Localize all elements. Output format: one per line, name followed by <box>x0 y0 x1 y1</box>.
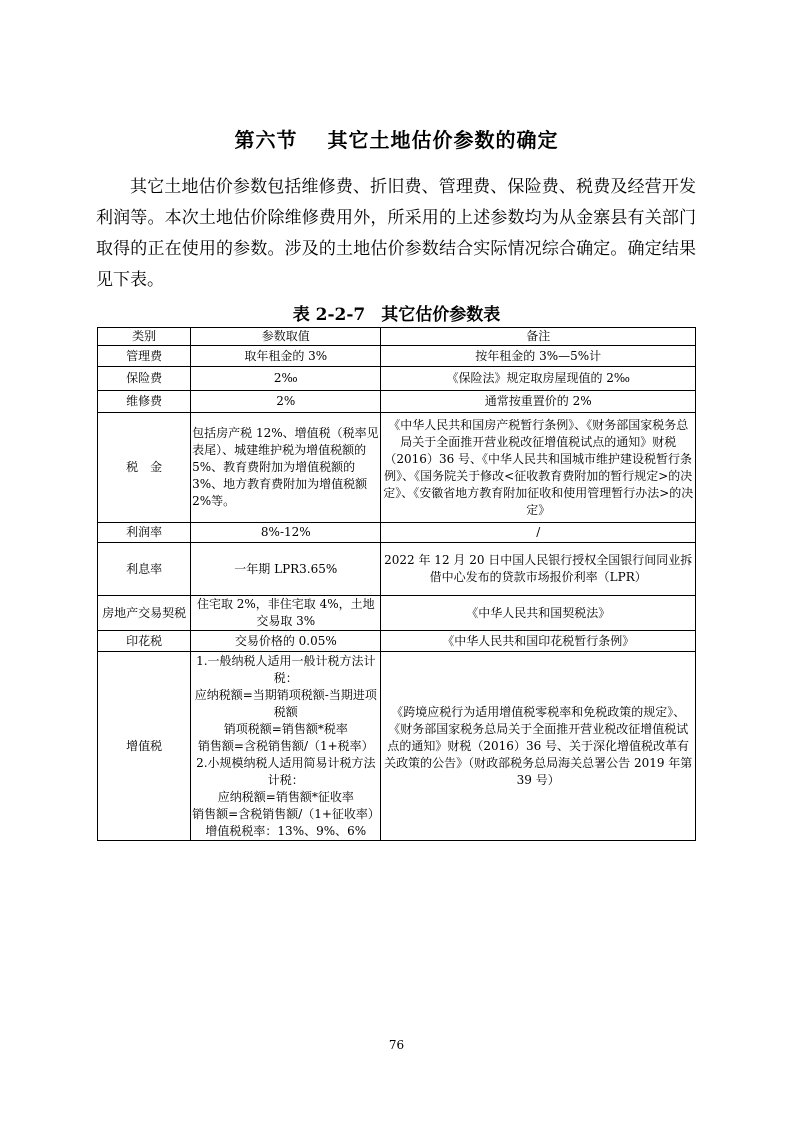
row-note: 按年租金的 3%—5%计 <box>381 346 696 367</box>
vat-line: 2.小规模纳税人适用简易计税方法计税： <box>196 755 376 787</box>
header-category: 类别 <box>98 328 191 346</box>
table-row <box>98 367 696 391</box>
row-category: 管理费 <box>98 346 191 367</box>
table-row <box>98 652 696 841</box>
row-note: 《中华人民共和国印花税暂行条例》 <box>381 631 696 652</box>
row-category: 利息率 <box>98 543 191 596</box>
vat-line: 应纳税额=销售额*征收率 <box>217 789 354 804</box>
row-note: 《保险法》规定取房屋现值的 2‰ <box>381 367 696 391</box>
row-value: 包括房产税 12%、增值税（税率见表尾）、城建维护税为增值税额的 5%、教育费附加为增值税额的 3%、地方教育费附加为增值税额 2%等。 <box>191 413 381 523</box>
vat-line: 销售额=含税销售额/（1+征收率） <box>192 806 380 821</box>
row-value: 2‰ <box>191 367 381 391</box>
row-value: 住宅取 2%，非住宅取 4%，土地交易取 3% <box>191 596 381 631</box>
table-row <box>98 391 696 413</box>
row-category: 维修费 <box>98 391 191 413</box>
table-row <box>98 346 696 367</box>
table-row <box>98 596 696 631</box>
row-value <box>191 652 381 841</box>
row-category: 增值税 <box>98 652 191 841</box>
row-note: 2022 年 12 月 20 日中国人民银行授权全国银行间同业拆借中心发布的贷款市场报价利率（LPR） <box>381 543 696 596</box>
row-category: 利润率 <box>98 523 191 543</box>
header-note: 备注 <box>381 328 696 346</box>
row-value: 8%-12% <box>191 523 381 543</box>
row-value: 一年期 LPR3.65% <box>191 543 381 596</box>
table-row <box>98 631 696 652</box>
row-value: 交易价格的 0.05% <box>191 631 381 652</box>
row-category: 税 金 <box>98 413 191 523</box>
row-note: 通常按重置价的 2% <box>381 391 696 413</box>
row-category: 房地产交易契税 <box>98 596 191 631</box>
row-value: 2% <box>191 391 381 413</box>
vat-line: 增值税税率：13%、9%、6% <box>205 823 367 838</box>
row-note: 《跨境应税行为适用增值税零税率和免税政策的规定》、《财务部国家税务总局关于全面推开营业税改征增值税试点的通知》财税（2016）36 号、关于深化增值税改革有关政策的公告》（财政部税务总局海关总署公告 2019 年第 39 号） <box>381 652 696 841</box>
vat-line: 应纳税额=当期销项税额-当期进项税额 <box>194 687 377 719</box>
table-header-row <box>98 328 696 346</box>
vat-line: 1.一般纳税人适用一般计税方法计税： <box>196 653 376 685</box>
row-value: 取年租金的 3% <box>191 346 381 367</box>
row-category: 保险费 <box>98 367 191 391</box>
table-row <box>98 523 696 543</box>
vat-line: 销售额=含税销售额/（1+税率） <box>197 738 374 753</box>
section-heading: 其它土地估价参数的确定 <box>327 128 559 152</box>
table-row <box>98 543 696 596</box>
table-row <box>98 413 696 523</box>
row-note: 《中华人民共和国房产税暂行条例》、《财务部国家税务总局关于全面推开营业税改征增值税试点的通知》财税（2016）36 号、《中华人民共和国城市维护建设税暂行条例》、《国务院关于修改<征收教育费附加的暂行规定>的决定》、《安徽省地方教育附加征收和使用管理暂行办法>的决定》 <box>381 413 696 523</box>
table-title: 其它估价参数表 <box>381 305 501 325</box>
row-note: / <box>381 523 696 543</box>
table-caption <box>0 300 793 325</box>
intro-text: 其它土地估价参数包括维修费、折旧费、管理费、保险费、税费及经营开发利润等。本次土地估价除维修费用外，所采用的上述参数均为从金寨县有关部门取得的正在使用的参数。涉及的土地估价参数结合实际情况综合确定。确定结果见下表。 <box>96 177 696 290</box>
section-title <box>0 124 793 153</box>
row-note: 《中华人民共和国契税法》 <box>381 596 696 631</box>
header-value: 参数取值 <box>191 328 381 346</box>
table-number: 表 2-2-7 <box>292 305 366 325</box>
vat-line: 销项税额=销售额*税率 <box>223 721 348 736</box>
section-number: 第六节 <box>234 128 298 152</box>
intro-paragraph <box>96 172 696 296</box>
parameters-table <box>97 327 696 841</box>
page-number: 76 <box>388 1038 405 1052</box>
row-category: 印花税 <box>98 631 191 652</box>
